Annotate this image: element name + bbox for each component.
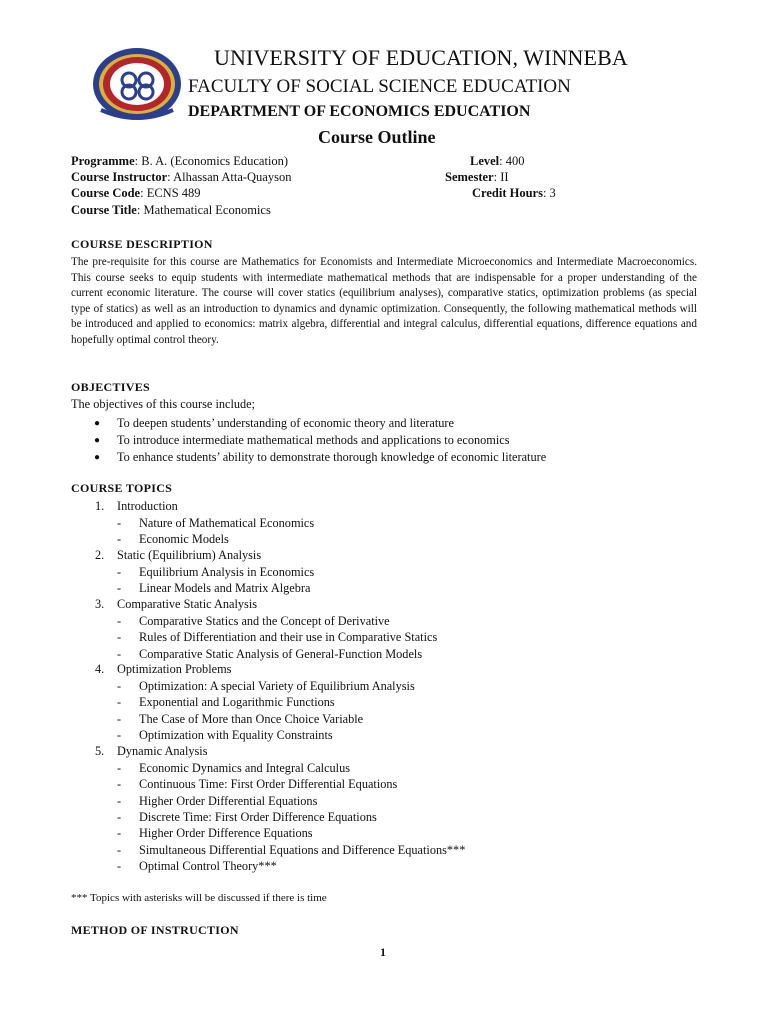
method-of-instruction-heading: METHOD OF INSTRUCTION — [71, 923, 239, 937]
level-line — [470, 154, 525, 169]
subtopic-dash: - — [117, 695, 122, 709]
asterisk-footnote: *** Topics with asterisks will be discussed if there is time — [71, 892, 327, 904]
objectives-intro: The objectives of this course include; — [71, 397, 256, 411]
subtopic-item: Linear Models and Matrix Algebra — [139, 581, 311, 595]
subtopic-dash: - — [117, 859, 122, 873]
topic-number: 3. — [95, 597, 105, 611]
bullet-icon: ● — [94, 452, 101, 463]
credit-hours-label: Credit Hours — [472, 186, 543, 200]
document-title: Course Outline — [318, 127, 436, 147]
subtopic-item: Economic Models — [139, 532, 229, 546]
subtopic-item: Higher Order Differential Equations — [139, 794, 318, 808]
topic-title: Introduction — [117, 499, 178, 513]
page-number: 1 — [380, 945, 386, 959]
topic-title: Dynamic Analysis — [117, 744, 208, 758]
subtopic-item: The Case of More than Once Choice Variable — [139, 712, 364, 726]
bullet-icon: ● — [94, 418, 101, 429]
topic-number: 2. — [95, 548, 105, 562]
course-description-heading: COURSE DESCRIPTION — [71, 237, 213, 251]
course-code-line — [71, 186, 201, 201]
semester-label: Semester — [445, 170, 494, 184]
subtopic-item: Higher Order Difference Equations — [139, 826, 313, 840]
objective-item: To introduce intermediate mathematical methods and applications to economics — [117, 433, 510, 447]
subtopic-item: Simultaneous Differential Equations and Difference Equations*** — [139, 843, 466, 857]
instructor-line — [71, 170, 291, 185]
course-topics-heading: COURSE TOPICS — [71, 481, 173, 495]
subtopic-dash: - — [117, 565, 122, 579]
level-value: : 400 — [499, 154, 525, 168]
course-description-text: The pre-requisite for this course are Mathematics for Economists and Intermediate Microeconomics and Intermediate Macroeconomics. This course seeks to equip students with intermediate mathematical methods that are indispensable for a proper understanding of the current economic literature. The course will cover statics (equilibrium analyses), comparative statics, optimization problems (as special type of statics) as well as an introduction to dynamics and dynamic optimization. Consequently, the following mathematical methods will be introduced and applied to economics: matrix algebra, differential and integral calculus, differential equations, difference equations and hopefully optimal control theory. — [71, 256, 697, 346]
course-title-value: : Mathematical Economics — [136, 203, 271, 217]
subtopic-dash: - — [117, 826, 122, 840]
subtopic-item: Nature of Mathematical Economics — [139, 516, 315, 530]
subtopic-item: Continuous Time: First Order Differential Equations — [139, 777, 398, 791]
instructor-label: Course Instructor — [71, 170, 168, 184]
objective-item: To enhance students’ ability to demonstrate thorough knowledge of economic literature — [117, 450, 547, 464]
subtopic-item: Discrete Time: First Order Difference Equations — [139, 810, 377, 824]
subtopic-item: Equilibrium Analysis in Economics — [139, 565, 315, 579]
university-crest-logo — [91, 46, 183, 122]
subtopic-dash: - — [117, 581, 122, 595]
subtopic-dash: - — [117, 777, 122, 791]
subtopic-dash: - — [117, 532, 122, 546]
topic-number: 4. — [95, 662, 105, 676]
subtopic-item: Optimization: A special Variety of Equilibrium Analysis — [139, 679, 415, 693]
course-title-label: Course Title — [71, 203, 137, 217]
subtopic-item: Optimization with Equality Constraints — [139, 728, 333, 742]
semester-line — [445, 170, 509, 185]
course-code-value: : ECNS 489 — [140, 186, 201, 200]
university-name: UNIVERSITY OF EDUCATION, WINNEBA — [214, 45, 628, 70]
subtopic-dash: - — [117, 728, 122, 742]
subtopic-dash: - — [117, 810, 122, 824]
topic-title: Static (Equilibrium) Analysis — [117, 548, 262, 562]
subtopic-dash: - — [117, 712, 122, 726]
credit-hours-line — [472, 186, 556, 201]
instructor-value: : Alhassan Atta-Quayson — [167, 170, 292, 184]
course-title-line — [71, 203, 271, 218]
subtopic-dash: - — [117, 761, 122, 775]
credit-hours-value: : 3 — [542, 186, 556, 200]
programme-value: : B. A. (Economics Education) — [134, 154, 289, 168]
faculty-name: FACULTY OF SOCIAL SCIENCE EDUCATION — [188, 76, 571, 97]
level-label: Level — [470, 154, 500, 168]
subtopic-item: Optimal Control Theory*** — [139, 859, 277, 873]
subtopic-item: Economic Dynamics and Integral Calculus — [139, 761, 351, 775]
subtopic-dash: - — [117, 516, 122, 530]
semester-value: : II — [493, 170, 509, 184]
subtopic-dash: - — [117, 630, 122, 644]
topic-title: Optimization Problems — [117, 662, 232, 676]
programme-line — [71, 154, 288, 169]
subtopic-dash: - — [117, 679, 122, 693]
subtopic-item: Comparative Static Analysis of General-Function Models — [139, 647, 423, 661]
subtopic-item: Rules of Differentiation and their use in Comparative Statics — [139, 630, 438, 644]
subtopic-dash: - — [117, 794, 122, 808]
bullet-icon: ● — [94, 435, 101, 446]
subtopic-item: Comparative Statics and the Concept of Derivative — [139, 614, 390, 628]
objectives-heading: OBJECTIVES — [71, 380, 151, 394]
programme-label: Programme — [71, 154, 135, 168]
objective-item: To deepen students’ understanding of economic theory and literature — [117, 416, 454, 430]
department-name: DEPARTMENT OF ECONOMICS EDUCATION — [188, 103, 531, 120]
topic-number: 1. — [95, 499, 105, 513]
topic-number: 5. — [95, 744, 105, 758]
subtopic-dash: - — [117, 647, 122, 661]
subtopic-dash: - — [117, 843, 122, 857]
subtopic-dash: - — [117, 614, 122, 628]
topic-title: Comparative Static Analysis — [117, 597, 258, 611]
course-code-label: Course Code — [71, 186, 141, 200]
subtopic-item: Exponential and Logarithmic Functions — [139, 695, 335, 709]
